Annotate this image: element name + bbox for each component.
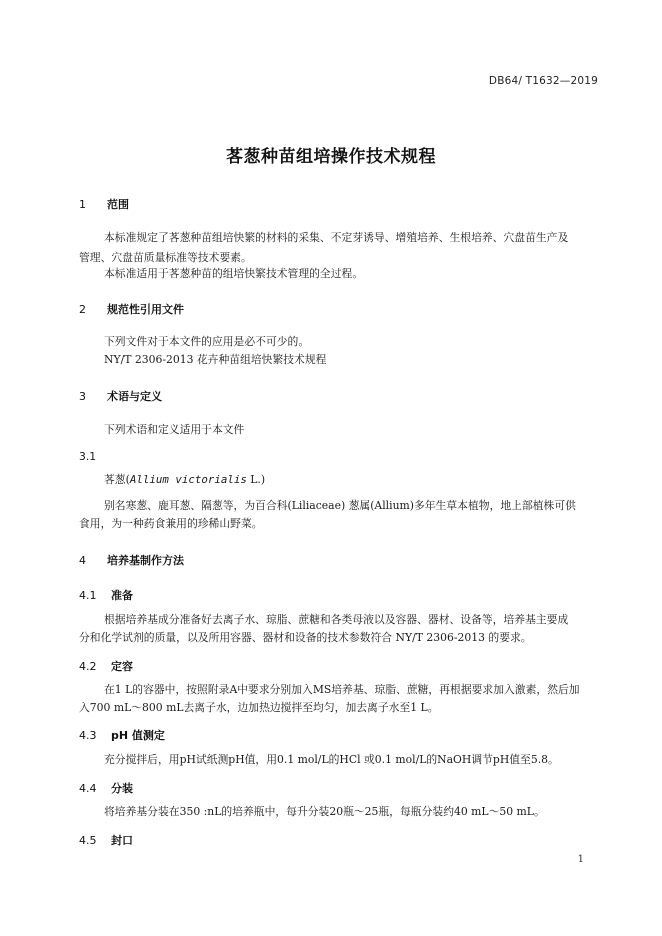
section-number: 4.4 [79,782,97,795]
section-number: 1 [79,198,86,211]
section-number: 4.5 [79,834,97,847]
section-number: 4.1 [79,589,97,602]
paragraph: 充分搅拌后，用pH试纸测pH值，用0.1 mol/L的HCl 或0.1 mol/L的NaOH调节pH值至5.8。 [104,753,559,766]
paragraph: 下列文件对于本文件的应用是必不可少的。 [104,335,310,348]
section-4-heading [79,552,184,568]
section-title: 定容 [111,660,133,673]
section-title: pH 值测定 [111,729,165,742]
paragraph: 管理、穴盘苗质量标准等技术要素。 [79,251,252,264]
section-2-heading [79,301,184,317]
paragraph: 别名寒葱、鹿耳葱、隔葱等，为百合科(Liliaceae) 葱属(Allium)多年生草本植物，地上部植株可供 [104,499,576,512]
reference-item: NY/T 2306-2013 花卉种苗组培快繁技术规程 [104,353,327,366]
paragraph: 在1 L的容器中，按照附录A中要求分别加入MS培养基、琼脂、蔗糖，再根据要求加入激素，然后加 [104,683,580,696]
section-number: 4 [79,554,86,567]
paragraph: 本标准适用于茖葱种苗的组培快繁技术管理的全过程。 [104,267,364,280]
paragraph: 将培养基分装在350 :nL的培养瓶中，每升分装20瓶～25瓶，每瓶分装约40 mL～50 mL。 [104,805,545,818]
section-1-heading [79,196,129,212]
document-title: 茖葱种苗组培操作技术规程 [226,147,436,167]
section-number: 3 [79,390,86,403]
term-chinese: 茖葱( [104,473,130,486]
term-author: L.) [246,473,266,486]
section-3-heading [79,388,162,404]
section-4-2-heading [79,658,133,674]
section-number: 4.2 [79,660,97,673]
paragraph: 本标准规定了茖葱种苗组培快繁的材料的采集、不定芽诱导、增殖培养、生根培养、穴盘苗生产及 [104,231,569,244]
paragraph: 食用，为一种药食兼用的珍稀山野菜。 [79,517,263,530]
section-title: 范围 [107,198,129,211]
page-number: 1 [577,854,584,865]
subsection-number: 3.1 [79,450,97,463]
paragraph: 根据培养基成分准备好去离子水、琼脂、蔗糖和各类母液以及容器、器材、设备等，培养基主要成 [104,613,569,626]
section-title: 准备 [111,589,133,602]
section-number: 4.3 [79,729,97,742]
standard-code: DB64/ T1632—2019 [488,75,598,87]
section-4-4-heading [79,780,133,796]
term-latin: Allium victorialis [129,473,247,486]
term-name [104,470,265,490]
section-title: 规范性引用文件 [107,303,184,316]
section-4-5-heading [79,832,133,848]
section-4-1-heading [79,587,133,603]
paragraph: 分和化学试剂的质量，以及所用容器、器材和设备的技术参数符合 NY/T 2306-2013 的要求。 [79,631,532,644]
section-title: 分装 [111,782,133,795]
paragraph: 下列术语和定义适用于本文件 [104,423,245,436]
section-title: 培养基制作方法 [107,554,184,567]
section-4-3-heading [79,727,165,743]
section-title: 术语与定义 [107,390,162,403]
section-number: 2 [79,303,86,316]
section-title: 封口 [111,834,133,847]
paragraph: 入700 mL～800 mL去离子水，边加热边搅拌至均匀，加去离子水至1 L。 [79,701,439,714]
